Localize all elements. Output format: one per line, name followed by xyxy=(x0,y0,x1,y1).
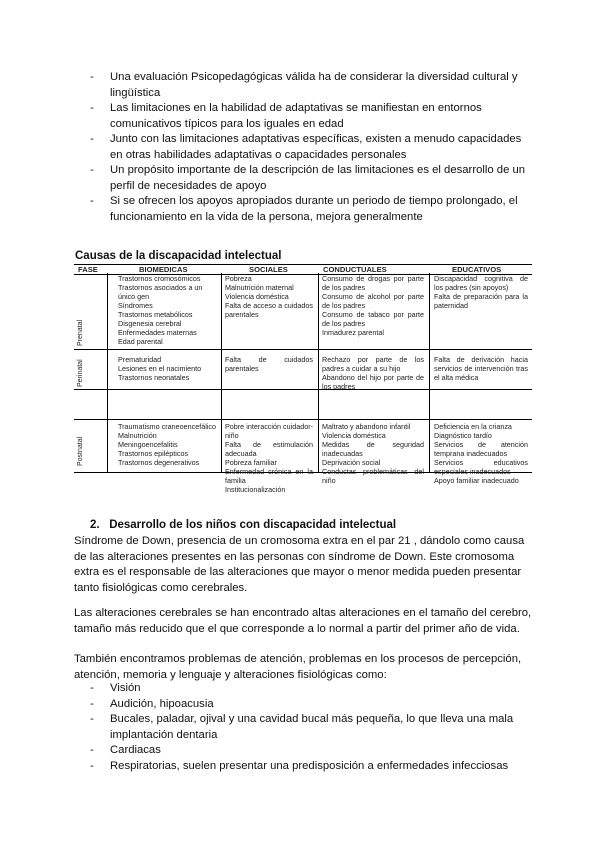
table-cell: Pobre interacción cuidador-niño Falta de estimulación adecuada Pobreza familiar Enfermedad crónica en la familia Institucionalización xyxy=(225,422,313,494)
table-cell: Discapacidad cognitiva de los padres (sin apoyos) Falta de preparación para la paternidad xyxy=(434,274,528,310)
header-fase: FASE xyxy=(78,265,98,274)
paragraph: Las alteraciones cerebrales se han encontrado altas alteraciones en el tamaño del cerebro, tamaño más reducido que el que corresponde a lo normal a partir del primer año de vida. xyxy=(74,607,532,635)
list-item: - Una evaluación Psicopedagógicas válida ha de considerar la diversidad cultural y lingüística xyxy=(90,70,530,101)
section-number: 2. xyxy=(90,519,100,531)
table-cell: Deficiencia en la crianza Diagnóstico tardío Servicios de atención temprana inadecuados Servicios educativos especiales inadecuados Apoyo familiar inadecuado xyxy=(434,422,528,485)
paragraph: También encontramos problemas de atención, problemas en los procesos de percepción, atención, memoria y lenguaje y alteraciones fisiológicas como: xyxy=(74,653,522,681)
list-item: - Audición, hipoacusia xyxy=(90,697,532,713)
table-cell: Consumo de drogas por parte de los padres Consumo de alcohol por parte de los padres Consumo de tabaco por parte de los padres Inmadurez parental xyxy=(322,274,424,337)
table-cell: Prematuridad Lesiones en el nacimiento Trastornos neonatales xyxy=(118,355,202,382)
list-item: - Un propósito importante de la descripción de las limitaciones es el desarrollo de un perfil de necesidades de apoyo xyxy=(90,163,530,194)
list-item: - Si se ofrecen los apoyos apropiados durante un periodo de tiempo prolongado, el funcionamiento en la vida de la persona, mejora generalmente xyxy=(90,194,530,225)
header-sociales: SOCIALES xyxy=(249,265,288,274)
list-item: - Respiratorias, suelen presentar una predisposición a enfermedades infecciosas xyxy=(90,759,532,775)
list-item: - Bucales, paladar, ojival y una cavidad bucal más pequeña, lo que lleva una mala implantación dentaria xyxy=(90,712,532,743)
list-item: - Visión xyxy=(90,681,532,697)
list-item: - Cardiacas xyxy=(90,743,532,759)
phase-label: Prenatal xyxy=(77,319,84,346)
list-item: - Junto con las limitaciones adaptativas específicas, existen a menudo capacidades en otras habilidades adaptativas o capacidades personales xyxy=(90,132,530,163)
table-title: Causas de la discapacidad intelectual xyxy=(75,250,282,262)
header-biomedicas: BIOMEDICAS xyxy=(139,265,188,274)
phase-label: Postnatal xyxy=(77,436,84,466)
phase-label: Perinatal xyxy=(77,359,84,387)
table-cell: Rechazo por parte de los padres a cuidar a su hijo Abandono del hijo por parte de los padres xyxy=(322,355,424,391)
section-title: Desarrollo de los niños con discapacidad intelectual xyxy=(109,519,397,531)
intro-bullet-list xyxy=(90,70,530,225)
table-cell: Pobreza Malnutrición maternal Violencia doméstica Falta de acceso a cuidados parentales xyxy=(225,274,313,319)
table-cell: Traumatismo craneoencefálico Malnutrición Meningoencefalitis Trastornos epilépticos Trastornos degenerativos xyxy=(118,422,217,467)
table-cell: Maltrato y abandono infantil Violencia doméstica Medidas de seguridad inadecuadas Deprivación social Conductas problemáticas del niño xyxy=(322,422,424,485)
table-cell: Falta de derivación hacia servicios de intervención tras el alta médica xyxy=(434,355,528,382)
list-item: - Las limitaciones en la habilidad de adaptativas se manifiestan en entornos comunicativos típicos para los iguales en edad xyxy=(90,101,530,132)
alteraciones-list xyxy=(90,681,532,774)
header-educativos: EDUCATIVOS xyxy=(452,265,502,274)
header-conductuales: CONDUCTUALES xyxy=(323,265,387,274)
table-cell: Falta de cuidados parentales xyxy=(225,355,313,373)
section-heading xyxy=(90,519,396,531)
table-cell: Trastornos cromosómicos Trastornos asociados a un único gen Síndromes Trastornos metabólicos Disgenesia cerebral Enfermedades maternas Edad parental xyxy=(118,274,203,346)
paragraph: Síndrome de Down, presencia de un cromosoma extra en el par 21 , dándolo como causa de las alteraciones presentes en las personas con síndrome de Down. Este cromosoma extra es el responsable de las alteraciones que mayor o menor medida pueden presentar tanto fisiológicas como cerebrales. xyxy=(74,535,525,594)
